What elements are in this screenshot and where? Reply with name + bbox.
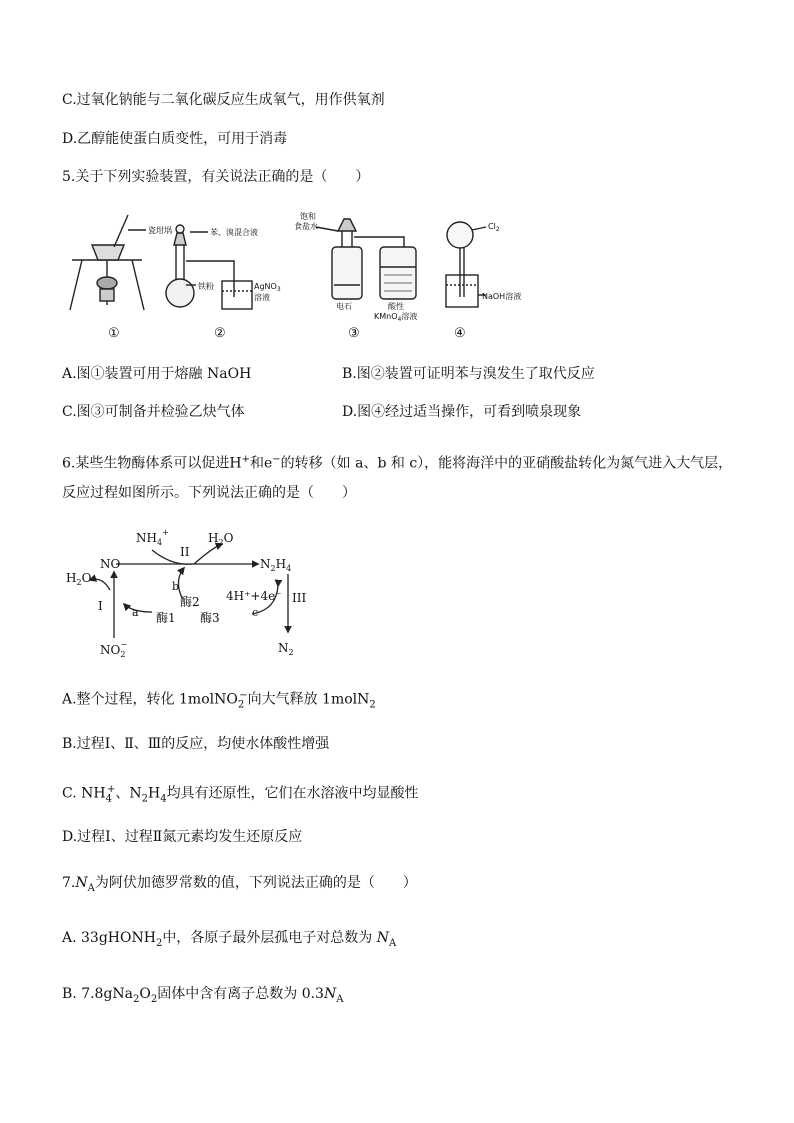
- label-benzene-bromine: 苯、溴混合液: [210, 228, 258, 237]
- q7-option-b: B. $7.8gNa_2O_2$固体中含有离子总数为 $0.3N_A$: [62, 986, 344, 1005]
- process-1-label: I: [98, 599, 103, 613]
- q6-option-c: C. $NH_4^+$、$N_2H_4$均具有还原性，它们在水溶液中均显酸性: [62, 784, 419, 805]
- q4-option-d: D.乙醇能使蛋白质变性，可用于消毒: [62, 131, 288, 147]
- species-no2: $NO_2-$: [100, 640, 128, 659]
- label-calcium-carbide: 电石: [336, 302, 352, 311]
- q6-option-a: A.整个过程，转化 1molNO$_2$−向大气释放 1molN$_2$: [62, 690, 376, 711]
- label-agno3-solution: 溶液: [254, 293, 270, 302]
- species-nh4: $NH_4^+$: [136, 528, 169, 547]
- label-cl2: $Cl_2$: [488, 222, 500, 233]
- label-iron-powder: 铁粉: [198, 282, 214, 291]
- q7-stem: $7.N_A$为阿伏加德罗常数的值，下列说法正确的是（ ）: [62, 875, 417, 894]
- q6-stem-line2: 反应过程如图所示。下列说法正确的是（ ）: [62, 485, 356, 501]
- q6-stem-line1: 6.某些生物酶体系可以促进H+和e−的转移（如 a、b 和 c），能将海洋中的亚硝酸盐转化为氮气进入大气层，: [62, 454, 733, 472]
- species-no: NO: [100, 557, 121, 571]
- fig-number-1: ①: [108, 326, 120, 341]
- enzyme-3: 酶3: [200, 611, 220, 625]
- enzyme-1: 酶1: [156, 611, 176, 625]
- species-h2o-top: $H_2O$: [208, 531, 234, 547]
- label-saturated: 饱和: [300, 212, 316, 221]
- process-3-label: III: [292, 591, 307, 605]
- label-agno3: AgNO$_3$: [254, 282, 281, 293]
- proton-electron-label: 4H⁺+4e⁻: [226, 589, 282, 603]
- label-brine: 食盐水: [294, 222, 318, 231]
- process-2-label: II: [180, 545, 190, 559]
- label-kmno4: KMnO$_4$溶液: [374, 312, 418, 323]
- label-naoh: NaOH溶液: [482, 292, 522, 301]
- q5-option-b: B.图②装置可证明苯与溴发生了取代反应: [342, 366, 595, 382]
- electron-a-label: a: [132, 606, 139, 619]
- q5-option-c: C.图③可制备并检验乙炔气体: [62, 404, 245, 420]
- q5-option-d: D.图④经过适当操作，可看到喷泉现象: [342, 404, 582, 420]
- fig-number-4: ④: [454, 326, 466, 341]
- electron-c-label: c: [252, 606, 259, 619]
- q5-stem: 5.关于下列实验装置，有关说法正确的是（ ）: [62, 169, 370, 185]
- label-crucible: 瓷坩埚: [148, 226, 172, 235]
- q4-option-c: C.过氧化钠能与二氧化碳反应生成氧气，用作供氧剂: [62, 92, 385, 108]
- q6-option-b: B.过程Ⅰ、Ⅱ、Ⅲ的反应，均使水体酸性增强: [62, 736, 330, 752]
- q6-reaction-diagram: [62, 520, 312, 660]
- enzyme-2: 酶2: [180, 595, 200, 609]
- label-acidic: 酸性: [388, 302, 404, 311]
- species-n2h4: $N_2H_4$: [260, 557, 292, 573]
- q5-option-a: A.图①装置可用于熔融 NaOH: [62, 366, 252, 382]
- species-n2: $N_2$: [278, 641, 294, 657]
- q6-option-d: D.过程Ⅰ、过程Ⅱ氮元素均发生还原反应: [62, 829, 303, 845]
- electron-b-label: b: [172, 580, 180, 593]
- fig-number-3: ③: [348, 326, 360, 341]
- q7-option-a: A. 33gHONH$_2$中，各原子最外层孤电子对总数为 $N_A$: [62, 930, 397, 949]
- fig-number-2: ②: [214, 326, 226, 341]
- q5-apparatus-figure: [62, 205, 532, 345]
- species-h2o-left: $H_2O$: [66, 571, 92, 587]
